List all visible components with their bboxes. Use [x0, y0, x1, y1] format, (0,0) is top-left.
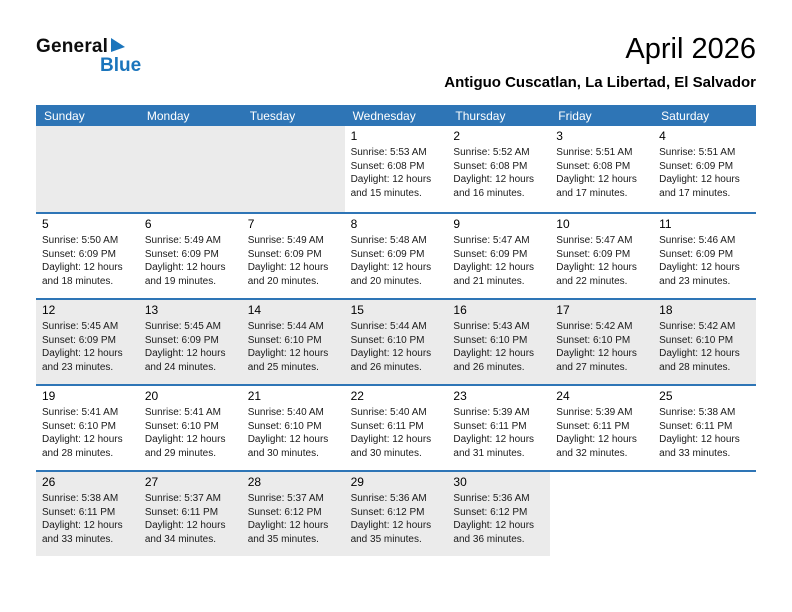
day-cell-2 [447, 126, 550, 212]
general-blue-logo [36, 36, 141, 77]
weekday-header-row [36, 105, 756, 126]
daylight-text-line2: and 31 minutes. [453, 447, 525, 459]
sunset-text: Sunset: 6:09 PM [144, 334, 219, 346]
week-row-4 [36, 384, 756, 470]
date-number: 27 [144, 475, 159, 489]
date-number: 11 [659, 217, 672, 231]
header-titles [444, 34, 756, 91]
location-subtitle: Antiguo Cuscatlan, La Libertad, El Salvador [444, 74, 756, 91]
day-cell-9 [447, 214, 550, 298]
sunrise-text: Sunrise: 5:51 AM [659, 147, 736, 158]
empty-cell [653, 472, 756, 556]
daylight-text-line1: Daylight: 12 hours [659, 348, 740, 359]
date-number: 15 [350, 303, 364, 317]
day-header-saturday: Saturday [661, 108, 710, 123]
daylight-text-line1: Daylight: 12 hours [350, 174, 432, 185]
day-cell-17 [550, 300, 653, 384]
daylight-text-line1: Daylight: 12 hours [247, 434, 329, 445]
date-number: 16 [453, 303, 467, 317]
day-cell-15 [345, 300, 448, 384]
daylight-text-line2: and 26 minutes. [350, 361, 422, 373]
date-number: 8 [350, 217, 358, 231]
day-cell-21 [242, 386, 345, 470]
sunrise-text: Sunrise: 5:49 AM [144, 235, 221, 246]
daylight-text-line2: and 20 minutes. [350, 275, 422, 287]
daylight-text-line2: and 28 minutes. [42, 447, 114, 459]
day-cell-25 [653, 386, 756, 470]
daylight-text-line1: Daylight: 12 hours [247, 348, 329, 359]
sunrise-text: Sunrise: 5:52 AM [453, 147, 530, 158]
date-number: 29 [350, 475, 364, 489]
sunrise-text: Sunrise: 5:53 AM [350, 147, 427, 158]
sunset-text: Sunset: 6:08 PM [350, 160, 425, 172]
daylight-text-line1: Daylight: 12 hours [350, 434, 432, 445]
daylight-text-line2: and 17 minutes. [659, 187, 731, 199]
sunset-text: Sunset: 6:10 PM [42, 420, 116, 432]
date-number: 6 [144, 217, 152, 231]
date-number: 12 [42, 303, 56, 317]
logo-triangle-icon [111, 38, 125, 52]
daylight-text-line2: and 16 minutes. [453, 187, 525, 199]
daylight-text-line1: Daylight: 12 hours [556, 434, 637, 445]
day-header-sunday: Sunday [44, 108, 85, 123]
day-cell-1 [345, 126, 448, 212]
sunrise-text: Sunrise: 5:40 AM [247, 407, 324, 418]
daylight-text-line2: and 36 minutes. [453, 533, 525, 545]
daylight-text-line1: Daylight: 12 hours [42, 520, 123, 531]
sunset-text: Sunset: 6:11 PM [659, 420, 733, 432]
sunrise-text: Sunrise: 5:45 AM [144, 321, 221, 332]
sunset-text: Sunset: 6:10 PM [659, 334, 734, 346]
sunrise-text: Sunrise: 5:42 AM [556, 321, 633, 332]
date-number: 10 [556, 217, 570, 231]
sunrise-text: Sunrise: 5:47 AM [556, 235, 633, 246]
date-number: 18 [659, 303, 673, 317]
daylight-text-line2: and 23 minutes. [42, 361, 114, 373]
daylight-text-line1: Daylight: 12 hours [453, 174, 535, 185]
daylight-text-line1: Daylight: 12 hours [42, 262, 123, 273]
sunrise-text: Sunrise: 5:40 AM [350, 407, 427, 418]
day-cell-23 [447, 386, 550, 470]
daylight-text-line2: and 35 minutes. [350, 533, 422, 545]
daylight-text-line2: and 35 minutes. [247, 533, 319, 545]
day-cell-30 [447, 472, 550, 556]
daylight-text-line1: Daylight: 12 hours [42, 348, 123, 359]
daylight-text-line2: and 15 minutes. [350, 187, 422, 199]
day-header-friday: Friday [558, 108, 592, 123]
date-number: 7 [247, 217, 255, 231]
daylight-text-line2: and 29 minutes. [144, 447, 217, 459]
sunset-text: Sunset: 6:10 PM [350, 334, 425, 346]
date-number: 4 [659, 129, 666, 143]
sunrise-text: Sunrise: 5:47 AM [453, 235, 530, 246]
sunset-text: Sunset: 6:09 PM [350, 248, 425, 260]
day-header-thursday: Thursday [455, 108, 506, 123]
day-cell-20 [139, 386, 242, 470]
sunrise-text: Sunrise: 5:41 AM [144, 407, 221, 418]
sunrise-text: Sunrise: 5:46 AM [659, 235, 736, 246]
daylight-text-line1: Daylight: 12 hours [659, 174, 740, 185]
daylight-text-line1: Daylight: 12 hours [144, 348, 226, 359]
daylight-text-line2: and 32 minutes. [556, 447, 628, 459]
sunrise-text: Sunrise: 5:37 AM [247, 493, 324, 504]
day-cell-29 [345, 472, 448, 556]
date-number: 26 [42, 475, 56, 489]
sunset-text: Sunset: 6:09 PM [42, 248, 116, 260]
sunset-text: Sunset: 6:09 PM [659, 160, 734, 172]
sunrise-text: Sunrise: 5:36 AM [350, 493, 427, 504]
date-number: 25 [659, 389, 673, 403]
day-cell-24 [550, 386, 653, 470]
daylight-text-line2: and 33 minutes. [42, 533, 114, 545]
sunset-text: Sunset: 6:09 PM [42, 334, 116, 346]
daylight-text-line2: and 30 minutes. [350, 447, 422, 459]
sunset-text: Sunset: 6:09 PM [247, 248, 322, 260]
daylight-text-line2: and 19 minutes. [144, 275, 217, 287]
sunrise-text: Sunrise: 5:38 AM [42, 493, 119, 504]
day-cell-18 [653, 300, 756, 384]
sunrise-text: Sunrise: 5:42 AM [659, 321, 736, 332]
sunrise-text: Sunrise: 5:45 AM [42, 321, 119, 332]
day-cell-26 [36, 472, 139, 556]
daylight-text-line1: Daylight: 12 hours [42, 434, 123, 445]
date-number: 3 [556, 129, 563, 143]
date-number: 30 [453, 475, 467, 489]
sunset-text: Sunset: 6:10 PM [247, 334, 322, 346]
sunset-text: Sunset: 6:09 PM [659, 248, 734, 260]
sunrise-text: Sunrise: 5:38 AM [659, 407, 736, 418]
sunset-text: Sunset: 6:12 PM [350, 506, 425, 518]
daylight-text-line2: and 25 minutes. [247, 361, 319, 373]
sunrise-text: Sunrise: 5:50 AM [42, 235, 119, 246]
daylight-text-line2: and 26 minutes. [453, 361, 525, 373]
daylight-text-line2: and 20 minutes. [247, 275, 319, 287]
daylight-text-line1: Daylight: 12 hours [247, 520, 329, 531]
daylight-text-line1: Daylight: 12 hours [350, 520, 432, 531]
day-header-monday: Monday [146, 108, 190, 123]
daylight-text-line2: and 24 minutes. [144, 361, 217, 373]
sunrise-text: Sunrise: 5:41 AM [42, 407, 119, 418]
sunrise-text: Sunrise: 5:37 AM [144, 493, 221, 504]
daylight-text-line1: Daylight: 12 hours [144, 520, 226, 531]
day-cell-6 [139, 214, 242, 298]
daylight-text-line1: Daylight: 12 hours [144, 262, 226, 273]
day-cell-10 [550, 214, 653, 298]
day-cell-28 [242, 472, 345, 556]
sunset-text: Sunset: 6:11 PM [556, 420, 630, 432]
sunrise-text: Sunrise: 5:51 AM [556, 147, 633, 158]
sunrise-text: Sunrise: 5:39 AM [453, 407, 530, 418]
day-cell-27 [139, 472, 242, 556]
daylight-text-line2: and 22 minutes. [556, 275, 628, 287]
daylight-text-line1: Daylight: 12 hours [659, 434, 740, 445]
sunrise-text: Sunrise: 5:39 AM [556, 407, 633, 418]
daylight-text-line2: and 23 minutes. [659, 275, 731, 287]
sunset-text: Sunset: 6:08 PM [556, 160, 631, 172]
daylight-text-line1: Daylight: 12 hours [453, 520, 535, 531]
date-number: 21 [247, 389, 262, 403]
sunrise-text: Sunrise: 5:44 AM [350, 321, 427, 332]
logo-text-general: General [36, 36, 109, 57]
sunset-text: Sunset: 6:09 PM [453, 248, 528, 260]
sunset-text: Sunset: 6:10 PM [144, 420, 219, 432]
daylight-text-line1: Daylight: 12 hours [350, 348, 432, 359]
day-cell-19 [36, 386, 139, 470]
day-cell-5 [36, 214, 139, 298]
sunset-text: Sunset: 6:11 PM [42, 506, 116, 518]
sunset-text: Sunset: 6:10 PM [247, 420, 322, 432]
week-row-1 [36, 126, 756, 212]
date-number: 22 [350, 389, 364, 403]
daylight-text-line1: Daylight: 12 hours [247, 262, 329, 273]
day-header-wednesday: Wednesday [352, 108, 416, 123]
sunrise-text: Sunrise: 5:48 AM [350, 235, 427, 246]
sunset-text: Sunset: 6:11 PM [350, 420, 424, 432]
date-number: 20 [144, 389, 159, 403]
daylight-text-line2: and 17 minutes. [556, 187, 628, 199]
week-row-3 [36, 298, 756, 384]
date-number: 23 [453, 389, 467, 403]
empty-cell [550, 472, 653, 556]
daylight-text-line1: Daylight: 12 hours [453, 434, 535, 445]
day-cell-22 [345, 386, 448, 470]
logo-text-blue: Blue [100, 55, 142, 76]
daylight-text-line1: Daylight: 12 hours [453, 262, 535, 273]
daylight-text-line2: and 27 minutes. [556, 361, 628, 373]
daylight-text-line1: Daylight: 12 hours [659, 262, 740, 273]
daylight-text-line1: Daylight: 12 hours [556, 348, 637, 359]
daylight-text-line1: Daylight: 12 hours [350, 262, 432, 273]
daylight-text-line1: Daylight: 12 hours [144, 434, 226, 445]
daylight-text-line2: and 33 minutes. [659, 447, 731, 459]
sunrise-text: Sunrise: 5:36 AM [453, 493, 530, 504]
sunset-text: Sunset: 6:11 PM [144, 506, 219, 518]
day-cell-14 [242, 300, 345, 384]
date-number: 28 [247, 475, 262, 489]
empty-cell [139, 126, 242, 212]
calendar-grid [36, 105, 756, 556]
sunset-text: Sunset: 6:11 PM [453, 420, 527, 432]
week-row-5 [36, 470, 756, 556]
day-cell-13 [139, 300, 242, 384]
sunrise-text: Sunrise: 5:49 AM [247, 235, 324, 246]
date-number: 13 [144, 303, 159, 317]
sunrise-text: Sunrise: 5:43 AM [453, 321, 530, 332]
sunset-text: Sunset: 6:10 PM [453, 334, 528, 346]
day-cell-16 [447, 300, 550, 384]
day-header-tuesday: Tuesday [249, 108, 296, 123]
date-number: 14 [247, 303, 262, 317]
date-number: 1 [350, 129, 358, 143]
date-number: 9 [453, 217, 461, 231]
daylight-text-line1: Daylight: 12 hours [556, 262, 637, 273]
day-cell-8 [345, 214, 448, 298]
sunset-text: Sunset: 6:12 PM [453, 506, 528, 518]
daylight-text-line2: and 34 minutes. [144, 533, 217, 545]
date-number: 19 [42, 389, 56, 403]
date-number: 5 [42, 217, 49, 231]
sunset-text: Sunset: 6:08 PM [453, 160, 528, 172]
empty-cell [36, 126, 139, 212]
week-row-2 [36, 212, 756, 298]
date-number: 17 [556, 303, 570, 317]
calendar-weeks [36, 126, 756, 556]
daylight-text-line2: and 30 minutes. [247, 447, 319, 459]
day-cell-7 [242, 214, 345, 298]
day-cell-12 [36, 300, 139, 384]
sunrise-text: Sunrise: 5:44 AM [247, 321, 324, 332]
daylight-text-line2: and 18 minutes. [42, 275, 114, 287]
daylight-text-line1: Daylight: 12 hours [556, 174, 637, 185]
daylight-text-line2: and 21 minutes. [453, 275, 525, 287]
page-title: April 2026 [625, 33, 756, 65]
day-cell-4 [653, 126, 756, 212]
date-number: 24 [556, 389, 570, 403]
sunset-text: Sunset: 6:09 PM [556, 248, 631, 260]
daylight-text-line2: and 28 minutes. [659, 361, 731, 373]
day-cell-3 [550, 126, 653, 212]
sunset-text: Sunset: 6:12 PM [247, 506, 322, 518]
sunset-text: Sunset: 6:10 PM [556, 334, 631, 346]
day-cell-11 [653, 214, 756, 298]
date-number: 2 [453, 129, 461, 143]
daylight-text-line1: Daylight: 12 hours [453, 348, 535, 359]
sunset-text: Sunset: 6:09 PM [144, 248, 219, 260]
empty-cell [242, 126, 345, 212]
